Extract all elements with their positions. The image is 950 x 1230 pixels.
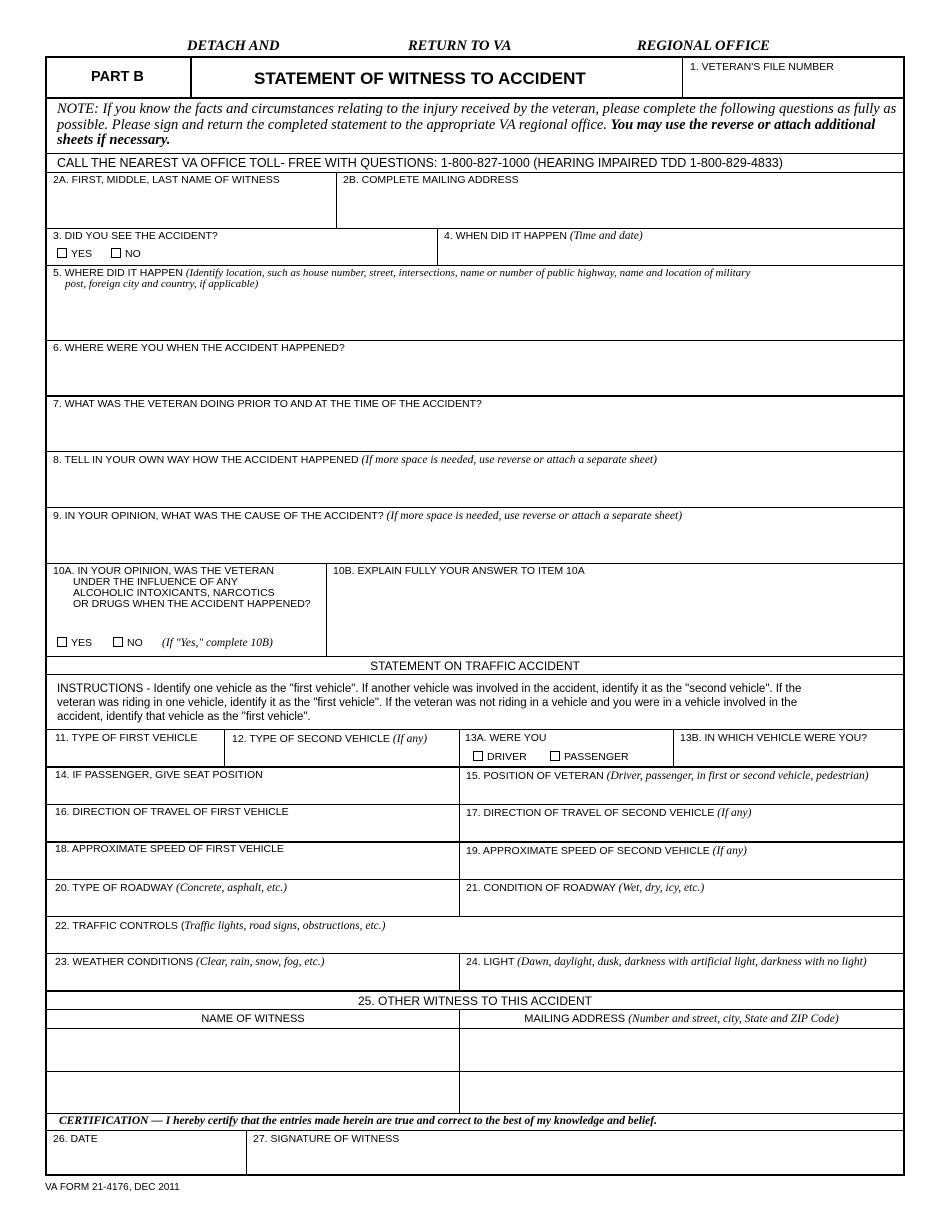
- item-26-label: 26. DATE: [53, 1133, 98, 1145]
- item-10a-line4: OR DRUGS WHEN THE ACCIDENT HAPPENED?: [73, 598, 311, 610]
- item-20-text: 20. TYPE OF ROADWAY: [55, 882, 174, 894]
- checkbox-icon[interactable]: [57, 248, 67, 258]
- certification-text: I hereby certify that the entries made herein are true and correct to the best of my knowledge and belief.: [165, 1115, 657, 1127]
- item-12-text: 12. TYPE OF SECOND VEHICLE: [232, 733, 390, 745]
- note-text: NOTE: If you know the facts and circumstances relating to the injury received by the veteran, please complete the following questions as fully as possible. Please sign and return the completed statement to the appropriate VA regional office.: [57, 101, 897, 133]
- checkbox-icon[interactable]: [550, 751, 560, 761]
- traffic-section-title: STATEMENT ON TRAFFIC ACCIDENT: [370, 659, 580, 673]
- item-4-text: 4. WHEN DID IT HAPPEN: [444, 230, 567, 242]
- yes-label: YES: [71, 248, 93, 260]
- certification-label: CERTIFICATION —: [59, 1115, 166, 1127]
- header-return: RETURN TO VA: [408, 38, 512, 54]
- witness-address-input[interactable]: [338, 188, 902, 226]
- item-10a-no[interactable]: [113, 637, 143, 650]
- item-24-label: [466, 957, 867, 969]
- item-12-hint: (If any): [392, 733, 428, 745]
- item-15-label: [466, 771, 869, 783]
- instructions-line-3: accident, identify that vehicle as the "first vehicle".: [57, 711, 311, 723]
- how-happened-input[interactable]: [48, 468, 902, 506]
- item-21-text: 21. CONDITION OF ROADWAY: [466, 882, 616, 894]
- item-10a-line1: 10A. IN YOUR OPINION, WAS THE VETERAN: [53, 565, 274, 577]
- mailing-address-hint: (Number and street, city, State and ZIP Code): [628, 1013, 839, 1025]
- item-22-hint: Traffic lights, road signs, obstructions, etc.): [184, 920, 386, 932]
- no-label: NO: [125, 248, 141, 260]
- note-bold-text: You may use the reverse or attach additional sheets if necessary.: [57, 116, 876, 148]
- witness-location-input[interactable]: [48, 356, 902, 394]
- item-23-text: 23. WEATHER CONDITIONS: [55, 956, 194, 968]
- item-20-label: [55, 883, 287, 895]
- instructions-line-2: veteran was riding in one vehicle, identify it as the "first vehicle". If the veteran was not riding in a vehicle and you were in a vehicle involved in the: [57, 697, 798, 709]
- item-10a-line2: UNDER THE INFLUENCE OF ANY: [73, 576, 238, 588]
- certification-statement: [59, 1115, 657, 1128]
- item-2b-label: 2B. COMPLETE MAILING ADDRESS: [343, 174, 519, 186]
- checkbox-icon[interactable]: [111, 248, 121, 258]
- where-input[interactable]: [48, 292, 902, 338]
- item-17-hint: (If any): [717, 807, 752, 819]
- item-14-label: 14. IF PASSENGER, GIVE SEAT POSITION: [55, 769, 263, 781]
- witness-form: [45, 56, 905, 1176]
- other-witness-title: 25. OTHER WITNESS TO THIS ACCIDENT: [357, 994, 593, 1008]
- item-17-label: [466, 808, 751, 820]
- item-8-hint: (If more space is needed, use reverse or attach a separate sheet): [361, 454, 657, 466]
- checkbox-icon[interactable]: [113, 637, 123, 647]
- yes-label: YES: [71, 637, 93, 649]
- form-title: STATEMENT OF WITNESS TO ACCIDENT: [254, 69, 586, 88]
- name-of-witness-header: NAME OF WITNESS: [201, 1013, 305, 1025]
- item-4-hint: (Time and date): [569, 230, 643, 242]
- item-22-label: [55, 921, 385, 933]
- checkbox-icon[interactable]: [473, 751, 483, 761]
- mailing-address-text: MAILING ADDRESS: [524, 1013, 626, 1025]
- other-witness-address-2[interactable]: [461, 1073, 902, 1111]
- item-15-hint: (Driver, passenger, in first or second vehicle, pedestrian): [606, 770, 869, 782]
- item-6-label: 6. WHERE WERE YOU WHEN THE ACCIDENT HAPPENED?: [53, 342, 345, 354]
- item-21-hint: (Wet, dry, icy, etc.): [618, 882, 705, 894]
- instructions-line-1: INSTRUCTIONS - Identify one vehicle as the "first vehicle". If another vehicle was involved in the accident, identify it as the "second vehicle". If the: [57, 683, 802, 695]
- item-10a-line3: ALCOHOLIC INTOXICANTS, NARCOTICS: [73, 587, 275, 599]
- item-22-text: 22. TRAFFIC CONTROLS (: [55, 920, 185, 932]
- header-detach: DETACH AND: [187, 38, 280, 54]
- checkbox-icon[interactable]: [57, 637, 67, 647]
- part-label: PART B: [91, 69, 144, 85]
- item-11-label: 11. TYPE OF FIRST VEHICLE: [55, 732, 198, 744]
- item-3-label: 3. DID YOU SEE THE ACCIDENT?: [53, 230, 218, 242]
- item-23-label: [55, 957, 325, 969]
- mailing-address-header: [460, 1013, 903, 1025]
- item-27-label: 27. SIGNATURE OF WITNESS: [253, 1133, 400, 1145]
- item-9-label: [53, 511, 682, 523]
- item-8-label: [53, 455, 657, 467]
- other-witness-name-2[interactable]: [48, 1073, 458, 1111]
- item-9-hint: (If more space is needed, use reverse or attach a separate sheet): [386, 510, 683, 522]
- other-witness-address-1[interactable]: [461, 1030, 902, 1070]
- item-5-hint-2: post, foreign city and country, if applicable): [65, 278, 259, 290]
- signature-input[interactable]: [248, 1146, 902, 1174]
- item-17-text: 17. DIRECTION OF TRAVEL OF SECOND VEHICLE: [466, 807, 715, 819]
- driver-label: DRIVER: [487, 751, 527, 763]
- form-footer: VA FORM 21-4176, DEC 2011: [45, 1182, 180, 1193]
- item-16-label: 16. DIRECTION OF TRAVEL OF FIRST VEHICLE: [55, 806, 289, 818]
- cause-input[interactable]: [48, 524, 902, 562]
- no-label: NO: [127, 637, 143, 649]
- item-10a-hint: (If "Yes," complete 10B): [162, 637, 273, 649]
- item-10b-label: 10B. EXPLAIN FULLY YOUR ANSWER TO ITEM 10A: [333, 565, 585, 577]
- header-regional: REGIONAL OFFICE: [637, 38, 770, 54]
- item-21-label: [466, 883, 704, 895]
- veteran-activity-input[interactable]: [48, 412, 902, 450]
- item-23-hint: (Clear, rain, snow, fog, etc.): [196, 956, 325, 968]
- witness-name-input[interactable]: [48, 188, 334, 226]
- item-19-text: 19. APPROXIMATE SPEED OF SECOND VEHICLE: [466, 845, 710, 857]
- passenger-option[interactable]: [550, 751, 629, 764]
- item-9-text: 9. IN YOUR OPINION, WHAT WAS THE CAUSE OF THE ACCIDENT?: [53, 510, 384, 522]
- item-5-text: 5. WHERE DID IT HAPPEN: [53, 267, 183, 279]
- item-19-hint: (If any): [712, 845, 747, 857]
- item-3-yes[interactable]: [57, 248, 92, 261]
- explain-10a-input[interactable]: [328, 579, 902, 654]
- item-4-label: [444, 231, 643, 243]
- item-20-hint: (Concrete, asphalt, etc.): [175, 882, 288, 894]
- item-13b-label: 13B. IN WHICH VEHICLE WERE YOU?: [680, 732, 868, 744]
- passenger-label: PASSENGER: [564, 751, 629, 763]
- when-input[interactable]: [439, 244, 902, 264]
- item-18-label: 18. APPROXIMATE SPEED OF FIRST VEHICLE: [55, 843, 284, 855]
- item-7-label: 7. WHAT WAS THE VETERAN DOING PRIOR TO AND AT THE TIME OF THE ACCIDENT?: [53, 398, 482, 410]
- file-number-input[interactable]: [684, 74, 904, 96]
- toll-free-line: CALL THE NEAREST VA OFFICE TOLL- FREE WITH QUESTIONS: 1-800-827-1000 (HEARING IMPAIRED TDD 1-800-829-4833): [57, 156, 783, 170]
- driver-option[interactable]: [473, 751, 527, 764]
- item-19-label: [466, 846, 747, 858]
- item-12-label: [232, 734, 427, 746]
- file-number-label: 1. VETERAN'S FILE NUMBER: [690, 61, 834, 73]
- item-3-no[interactable]: [111, 248, 141, 261]
- date-input[interactable]: [48, 1146, 244, 1174]
- item-24-hint: (Dawn, daylight, dusk, darkness with artificial light, darkness with no light): [517, 956, 867, 968]
- other-witness-name-1[interactable]: [48, 1030, 458, 1070]
- item-10a-yes[interactable]: [57, 637, 92, 650]
- item-24-text: 24. LIGHT: [466, 956, 515, 968]
- item-2a-label: 2A. FIRST, MIDDLE, LAST NAME OF WITNESS: [53, 174, 280, 186]
- note-paragraph: [57, 102, 903, 149]
- item-13a-label: 13A. WERE YOU: [465, 732, 547, 744]
- item-15-text: 15. POSITION OF VETERAN: [466, 770, 604, 782]
- item-5-hint-1: (Identify location, such as house number, street, intersections, name or number of public highway, name and location of military: [185, 267, 751, 279]
- item-8-text: 8. TELL IN YOUR OWN WAY HOW THE ACCIDENT HAPPENED: [53, 454, 359, 466]
